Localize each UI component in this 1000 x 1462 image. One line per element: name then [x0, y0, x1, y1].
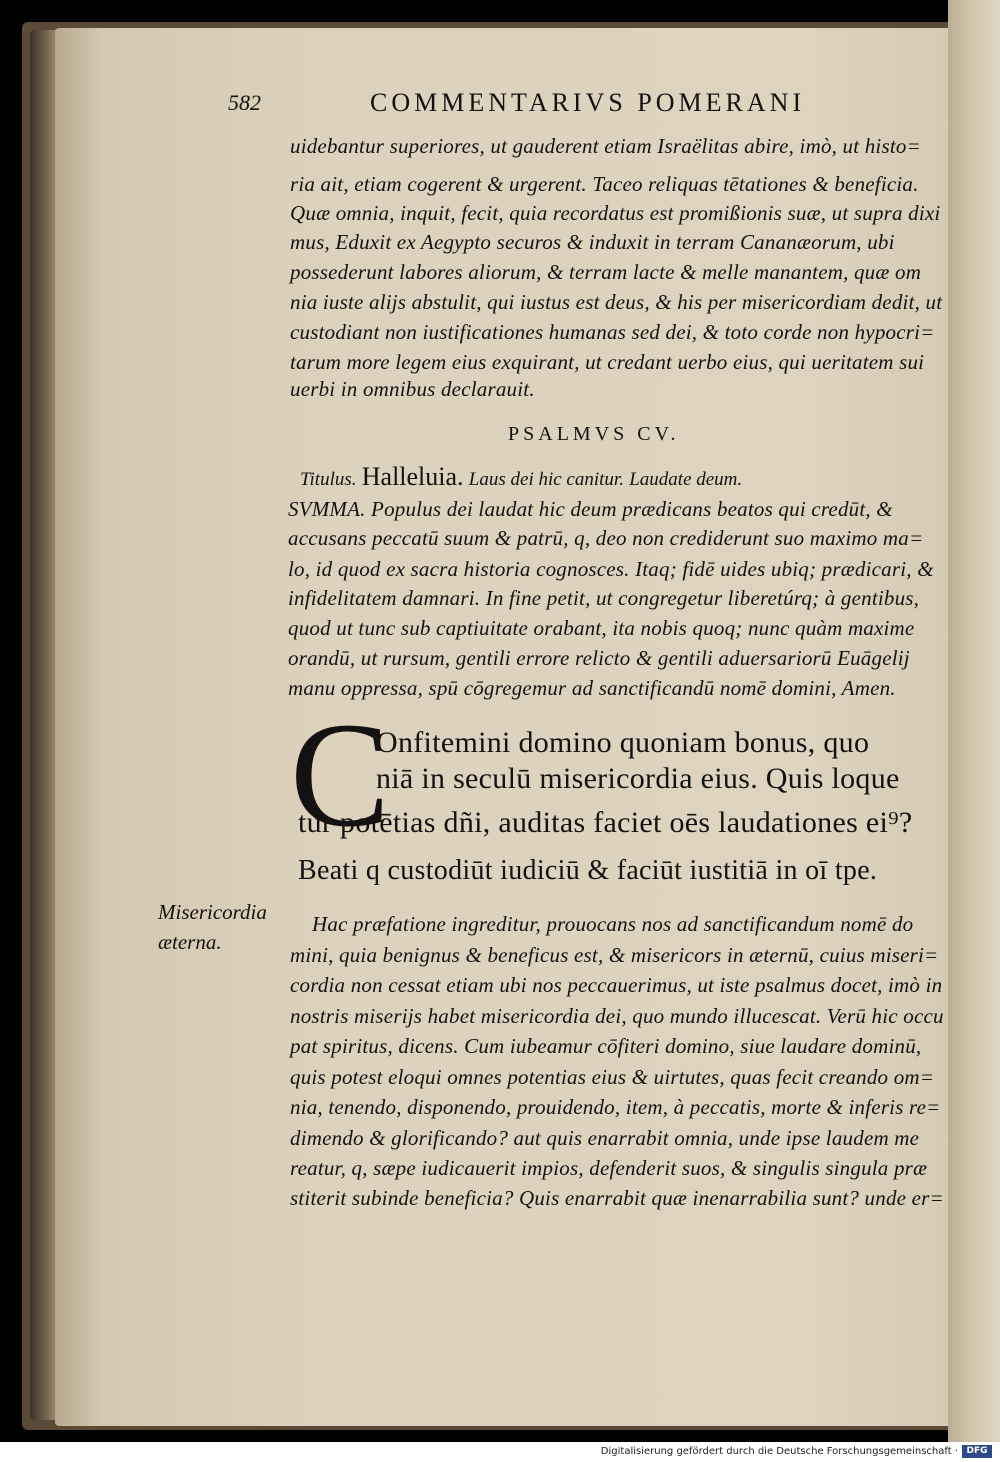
text-line: ria ait, etiam cogerent & urgerent. Taceo reliquas tētationes & beneficia. — [290, 172, 919, 196]
commentary-line: nia, tenendo, disponendo, prouidendo, item, à peccatis, morte & inferis re= — [290, 1095, 941, 1119]
psalm-title: PSALMVS CV. — [508, 423, 680, 445]
summa-line: orandū, ut rursum, gentili errore relicto & gentili aduersariorū Euāgelij — [288, 646, 910, 670]
text-line: nia iuste alijs abstulit, qui iustus est deus, & his per misericordiam dedit, ut — [290, 290, 943, 314]
running-head: COMMENTARIVS POMERANI — [370, 88, 806, 117]
dfg-logo: DFG — [962, 1445, 992, 1458]
titulus-line — [300, 462, 742, 492]
commentary-line: quis potest eloqui omnes potentias eius & uirtutes, quas fecit creando om= — [290, 1065, 935, 1089]
text-line: uidebantur superiores, ut gauderent etiam Israëlitas abire, imò, ut histo= — [290, 134, 921, 158]
verse-line: Beati q custodiūt iudiciū & faciūt iustitiā in oī tpe. — [298, 855, 878, 886]
summa-line: manu oppressa, spū cōgregemur ad sanctificandū nomē domini, Amen. — [288, 676, 896, 700]
summa-line: SVMMA. Populus dei laudat hic deum prædicans beatos qui credūt, & — [288, 497, 893, 521]
titulus-note: Laudate deum. — [629, 469, 743, 490]
text-line: custodiant non iustificationes humanas sed dei, & toto corde non hypocri= — [290, 320, 935, 344]
text-line: uerbi in omnibus declarauit. — [290, 377, 535, 401]
footer-credit: Digitalisierung gefördert durch die Deutsche Forschungsgemeinschaft · — [600, 1446, 958, 1457]
summa-line: lo, id quod ex sacra historia cognosces. Itaq; fidē uides ubiq; prædicari, & — [288, 557, 934, 581]
margin-note: Misericordia — [158, 900, 267, 924]
commentary-line: dimendo & glorificando? aut quis enarrabit omnia, unde ipse laudem me — [290, 1126, 920, 1150]
text-line: tarum more legem eius exquirant, ut credant uerbo eius, qui ueritatem sui — [290, 350, 925, 374]
commentary-line: mini, quia benignus & beneficus est, & misericors in æternū, cuius miseri= — [290, 943, 939, 967]
margin-note: æterna. — [158, 930, 222, 954]
commentary-line: pat spiritus, dicens. Cum iubeamur cōfiteri domino, siue laudare dominū, — [290, 1034, 922, 1058]
text-line: possederunt labores aliorum, & terram lacte & melle manantem, quæ om — [290, 260, 922, 284]
commentary-line: Hac præfatione ingreditur, prouocans nos ad sanctificandum nomē do — [312, 912, 914, 936]
titulus-label: Titulus. — [300, 469, 357, 490]
summa-line: accusans peccatū suum & patrū, q, deo non crediderunt suo maximo ma= — [288, 526, 924, 550]
titulus-word: Halleluia. — [361, 462, 464, 491]
titulus-note: Laus dei hic canitur. — [468, 469, 624, 490]
folio-number: 582 — [228, 90, 261, 115]
commentary-line: nostris miserijs habet misericordia dei, quo mundo illucescat. Verū hic occu — [290, 1004, 944, 1028]
verse-line: niā in seculū misericordia eius. Quis loque — [376, 762, 900, 795]
text-line: Quæ omnia, inquit, fecit, quia recordatus est promißionis suæ, ut supra dixi — [290, 201, 941, 225]
verse-line: tur potētias dñi, auditas faciet oēs laudationes ei⁹? — [298, 806, 913, 839]
text-line: mus, Eduxit ex Aegypto securos & induxit in terram Cananæorum, ubi — [290, 230, 895, 254]
commentary-line: cordia non cessat etiam ubi nos peccauerimus, ut iste psalmus docet, imò in — [290, 973, 943, 997]
commentary-line: reatur, q, sæpe iudicauerit impios, defenderit suos, & singulis singula præ — [290, 1156, 928, 1180]
commentary-line: stiterit subinde beneficia? Quis enarrabit quæ inenarrabilia sunt? unde er= — [290, 1186, 944, 1210]
summa-line: quod ut tunc sub captiuitate orabant, ita nobis quoq; nunc quàm maxime — [288, 616, 915, 640]
summa-line: infidelitatem damnari. In fine petit, ut congregetur liberetúrq; à gentibus, — [288, 586, 920, 610]
verse-line: Onfitemini domino quoniam bonus, quo — [376, 726, 870, 759]
drop-capital: C — [290, 692, 391, 858]
